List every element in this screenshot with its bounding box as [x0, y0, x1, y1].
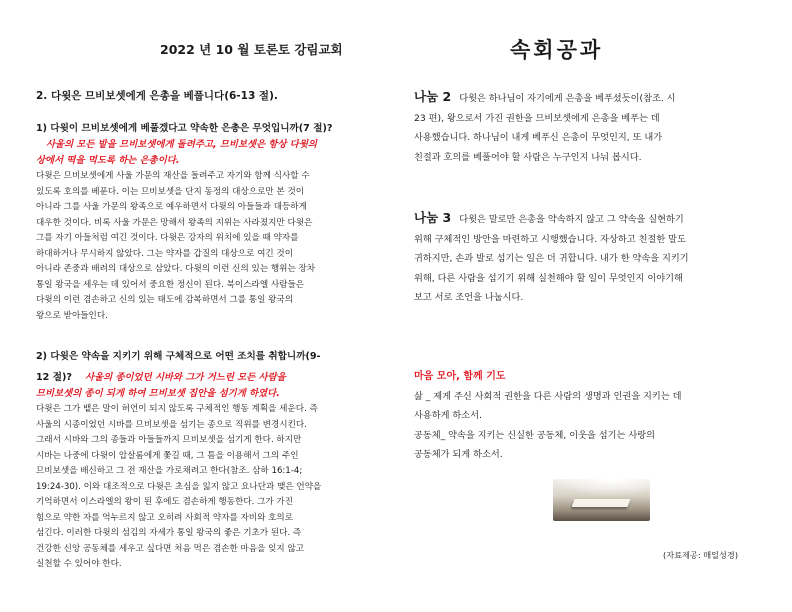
body-line: 아니라 그를 사울 가문의 왕족으로 예우하면서 다윗의 아들들과 대등하게: [36, 202, 307, 212]
body-line: 다윗은 므비보셋에게 사울 가문의 재산을 돌려주고 자기와 함께 식사할 수: [36, 171, 310, 181]
share-3-line: 위해, 다른 사람을 섬기기 위해 실천해야 할 일이 무엇인지 이야기해: [414, 272, 683, 284]
answer-2-line-1: 사울의 종이었던 시바와 그가 거느린 모든 사람을: [85, 372, 286, 383]
question-2-body: [36, 402, 386, 573]
prayer-line: 공동체_ 약속을 지키는 신실한 공동체, 이웃을 섬기는 사랑의: [414, 429, 655, 441]
body-line: 섬긴다. 이러한 다윗의 섬김의 자세가 통일 왕국의 좋은 기초가 된다. 즉: [36, 528, 302, 538]
question-2-line-2-row: [36, 365, 386, 386]
body-line: 시바는 나중에 다윗이 압살롬에게 쫓길 때, 그 틈을 이용해서 그의 주인: [36, 450, 299, 461]
body-line: 기억하면서 이스라엘의 왕이 된 후에도 겸손하게 행동한다. 그가 가진: [36, 497, 294, 507]
image-light-glow: [553, 479, 650, 497]
body-line: 대우한 것이다. 비록 사울 가문은 망해서 왕족의 지위는 사라졌지만 다윗은: [36, 217, 313, 228]
section-title: 2. 다윗은 므비보셋에게 은총을 베풉니다(6-13 절).: [36, 90, 278, 102]
share-2-line: 23 편), 왕으로서 가진 권한을 므비보셋에게 은총을 베푸는 데: [414, 112, 660, 124]
body-line: 통일 왕국을 세우는 데 있어서 중요한 정신이 된다. 북이스라엘 사람들은: [36, 279, 305, 290]
source-credit: (자료제공: 매일성경): [663, 550, 739, 560]
body-line: 실천할 수 있어야 한다.: [36, 559, 122, 569]
share-2-line: 친절과 호의를 베풀어야 할 사람은 누구인지 나눠 봅시다.: [414, 151, 642, 163]
prayer-block: [414, 367, 764, 465]
body-line: 다윗은 그가 뱉은 말이 허언이 되지 않도록 구체적인 행동 계획을 세운다. 즉: [36, 404, 318, 414]
share-2-line-1: 다윗은 하나님이 자기에게 은총을 베푸셨듯이(참조. 시: [459, 93, 676, 104]
body-line: 아니라 존중과 배려의 대상으로 삼았다. 다윗의 이런 신의 있는 행위는 장차: [36, 264, 316, 274]
answer-1-line-1: 사울의 모든 밭을 므비보셋에게 돌려주고, 므비보셋은 항상 다윗의: [46, 139, 317, 150]
share-3-line-1: 다윗은 말로만 은총을 약속하지 않고 그 약속을 실현하기: [459, 214, 684, 225]
share-2-line: 사용했습니다. 하나님이 내게 베푸신 은총이 무엇인지, 또 내가: [414, 132, 663, 143]
share-3-line: 귀하지만, 손과 발로 섬기는 일은 더 귀합니다. 내가 한 약속을 지키기: [414, 253, 689, 264]
prayer-line: 공동체가 되게 하소서.: [414, 449, 503, 460]
body-line: 힘으로 약한 자를 억누르지 않고 오히려 사회적 약자를 자비와 호의로: [36, 512, 294, 523]
share-3-block: [414, 208, 764, 308]
prayer-line: 삶 _ 제게 주신 사회적 권한을 다른 사람의 생명과 인권을 지키는 데: [414, 390, 682, 402]
body-line: 그래서 시바와 그의 종들과 아들들까지 므비보셋을 섬기게 한다. 하지만: [36, 435, 302, 445]
body-line: 19:24-30). 이와 대조적으로 다윗은 초심을 잃지 않고 요나단과 맺은 언약을: [36, 481, 322, 492]
prayer-title: 마음 모아, 함께 기도: [414, 371, 506, 382]
answer-2-line-2: 므비보셋의 종이 되게 하여 므비보셋 집안을 섬기게 하였다.: [36, 388, 280, 399]
share-3-label: 나눔 3: [414, 210, 452, 225]
page-header-title: 2022 년 10 월 토론토 강림교회: [160, 42, 343, 57]
prayer-line: 사용하게 하소서.: [414, 410, 482, 421]
open-bible-image: [553, 479, 650, 521]
body-line: 사울의 시종이었던 시바를 므비보셋을 섬기는 종으로 직위를 변경시킨다.: [36, 419, 307, 430]
question-2-line-1: 2) 다윗은 약속을 지키기 위해 구체적으로 어떤 조치를 취합니까(9-: [36, 351, 321, 362]
body-line: 왕으로 받아들인다.: [36, 310, 108, 321]
body-line: 하대하거나 무시하지 않았다. 그는 약자를 갑질의 대상으로 여긴 것이: [36, 248, 294, 259]
share-2-block: [414, 87, 764, 167]
share-3-line: 위해 구체적인 방안을 마련하고 시행했습니다. 자상하고 친절한 말도: [414, 233, 686, 245]
share-2-label: 나눔 2: [414, 89, 452, 104]
question-2-block: [36, 349, 386, 573]
body-line: 므비보셋을 배신하고 그 전 재산을 가로채려고 한다(참조. 삼하 16:1-4;: [36, 466, 303, 476]
book-page-shape: [572, 499, 631, 507]
question-1-block: [36, 121, 386, 324]
body-line: 그를 자기 아들처럼 여긴 것이다. 다윗은 강자의 위치에 있을 때 약자를: [36, 233, 299, 243]
brand-title: 속회공과: [510, 38, 604, 62]
body-line: 있도록 호의를 베푼다. 이는 므비보셋을 단지 동정의 대상으로만 본 것이: [36, 186, 305, 197]
question-2-line-2: 12 절)?: [36, 372, 72, 383]
body-line: 다윗의 이런 겸손하고 신의 있는 태도에 감복하면서 그를 통일 왕국의: [36, 295, 294, 305]
share-3-line: 보고 서로 조언을 나눕시다.: [414, 292, 524, 303]
answer-1-line-2: 상에서 떡을 먹도록 하는 은총이다.: [36, 155, 180, 166]
body-line: 건강한 신앙 공동체를 세우고 싶다면 처음 먹은 겸손한 마음을 잊지 않고: [36, 543, 305, 554]
question-1-body: [36, 169, 386, 324]
question-1: 1) 다윗이 므비보셋에게 베풀겠다고 약속한 은총은 무엇입니까(7 절)?: [36, 123, 333, 134]
